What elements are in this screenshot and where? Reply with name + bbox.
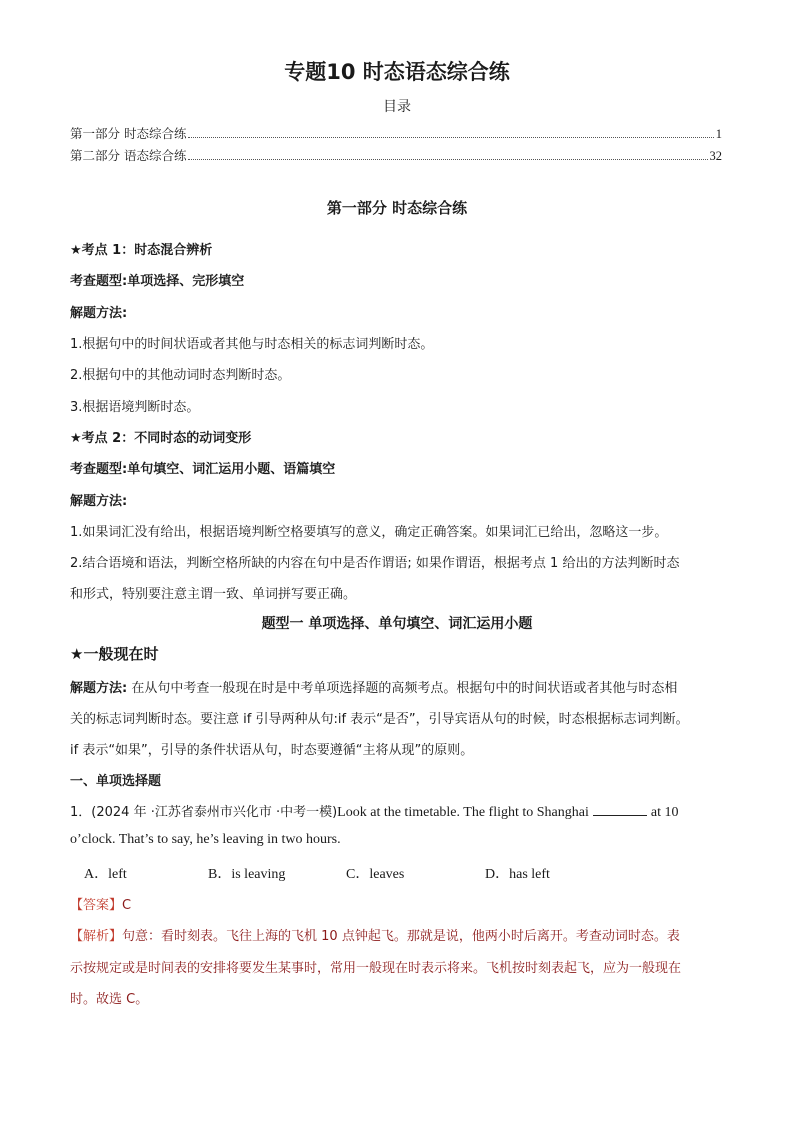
kaodian1-step-3: 3.根据语境判断时态。 (70, 400, 200, 415)
answer-blank[interactable] (593, 803, 647, 816)
toc-entry-label: 第一部分 时态综合练 (70, 126, 187, 141)
part1-title: 第一部分 时态综合练 (326, 199, 468, 217)
simple-present-method-line-2: 关的标志词判断时态。要注意 if 引导两种从句:if 表示“是否”，引导宾语从句的时候，时态根据标志词判断。 (70, 712, 689, 727)
document-title: 专题10 时态语态综合练 (284, 60, 510, 84)
method-text: 在从句中考查一般现在时是中考单项选择题的高频考点。根据句中的时间状语或者其他与时态相 (127, 681, 678, 696)
option-letter: D． (485, 867, 510, 882)
analysis-text: 句意：看时刻表。飞往上海的飞机 10 点钟起飞。那就是说，他两小时后离开。考查动词时态。表 (122, 929, 680, 944)
toc-leader-dots (188, 159, 707, 160)
option-a[interactable] (84, 863, 127, 883)
kaodian2-step-1: 1.如果词汇没有给出，根据语境判断空格要填写的意义，确定正确答案。如果词汇已给出，忽略这一步。 (70, 525, 668, 540)
toc-heading: 目录 (383, 99, 411, 115)
answer-tag: 【答案】 (70, 898, 123, 913)
toc-entry-label: 第二部分 语态综合练 (70, 148, 187, 163)
option-d[interactable] (485, 863, 550, 883)
simple-present-heading: ★一般现在时 (70, 645, 159, 663)
kaodian2-method-label: 解题方法: (70, 494, 128, 509)
toc-entry-page: 32 (709, 149, 722, 163)
kaodian2-step-2: 2.结合语境和语法，判断空格所缺的内容在句中是否作谓语; 如果作谓语，根据考点 1 给出的方法判断时态 (70, 556, 680, 571)
option-text: left (108, 867, 127, 882)
section-single-choice: 一、单项选择题 (70, 774, 162, 789)
question-1-stem-cont: o’clock. That’s to say, he’s leaving in two hours. (70, 832, 341, 847)
question-stem-part2: at 10 (650, 805, 679, 820)
question-number: 1． (70, 805, 92, 820)
kaodian1-type (70, 270, 730, 289)
type-value: 单句填空、词汇运用小题、语篇填空 (127, 462, 336, 477)
question-stem-part1: Look at the timetable. The flight to Shanghai (337, 805, 589, 820)
option-b[interactable] (208, 863, 285, 883)
toc-entry-page: 1 (715, 127, 722, 141)
kaodian2-title: ★考点 2：不同时态的动词变形 (70, 431, 252, 446)
type-label: 考查题型: (70, 274, 128, 289)
question-1-analysis-line-1 (70, 925, 730, 944)
tixing1-heading: 题型一 单项选择、单句填空、词汇运用小题 (261, 616, 533, 632)
option-text: has left (509, 867, 550, 882)
question-1-stem (70, 801, 730, 821)
kaodian1-step-2: 2.根据句中的其他动词时态判断时态。 (70, 368, 291, 383)
option-text: leaves (369, 867, 405, 882)
kaodian1-method-label: 解题方法: (70, 306, 128, 321)
toc-leader-dots (188, 137, 713, 138)
question-1-answer (70, 894, 730, 913)
toc-entry-part2[interactable] (70, 146, 722, 164)
kaodian1-title: ★考点 1：时态混合辨析 (70, 243, 213, 258)
answer-value: C (122, 898, 132, 913)
question-1-analysis-line-3: 时。故选 C。 (70, 992, 149, 1007)
kaodian1-step-1: 1.根据句中的时间状语或者其他与时态相关的标志词判断时态。 (70, 337, 434, 352)
toc-entry-part1[interactable] (70, 124, 722, 142)
type-label: 考查题型: (70, 462, 128, 477)
option-text: is leaving (231, 867, 286, 882)
kaodian2-type (70, 458, 730, 477)
method-label: 解题方法: (70, 681, 128, 696)
question-1-analysis-line-2: 示按规定或是时间表的安排将要发生某事时，常用一般现在时表示将来。飞机按时刻表起飞，应为一般现在 (70, 961, 682, 976)
type-value: 单项选择、完形填空 (127, 274, 245, 289)
analysis-tag: 【解析】 (70, 929, 123, 944)
option-letter: C． (346, 867, 370, 882)
question-source: (2024 年 ·江苏省泰州市兴化市 ·中考一模) (91, 805, 338, 820)
option-c[interactable] (346, 863, 404, 883)
simple-present-method-line-3: if 表示“如果”，引导的条件状语从句，时态要遵循“主将从现”的原则。 (70, 743, 474, 758)
option-letter: B． (208, 867, 232, 882)
kaodian2-step-2-cont: 和形式，特别要注意主谓一致、单词拼写要正确。 (70, 587, 357, 602)
simple-present-method-line-1 (70, 677, 730, 696)
option-letter: A． (84, 867, 109, 882)
